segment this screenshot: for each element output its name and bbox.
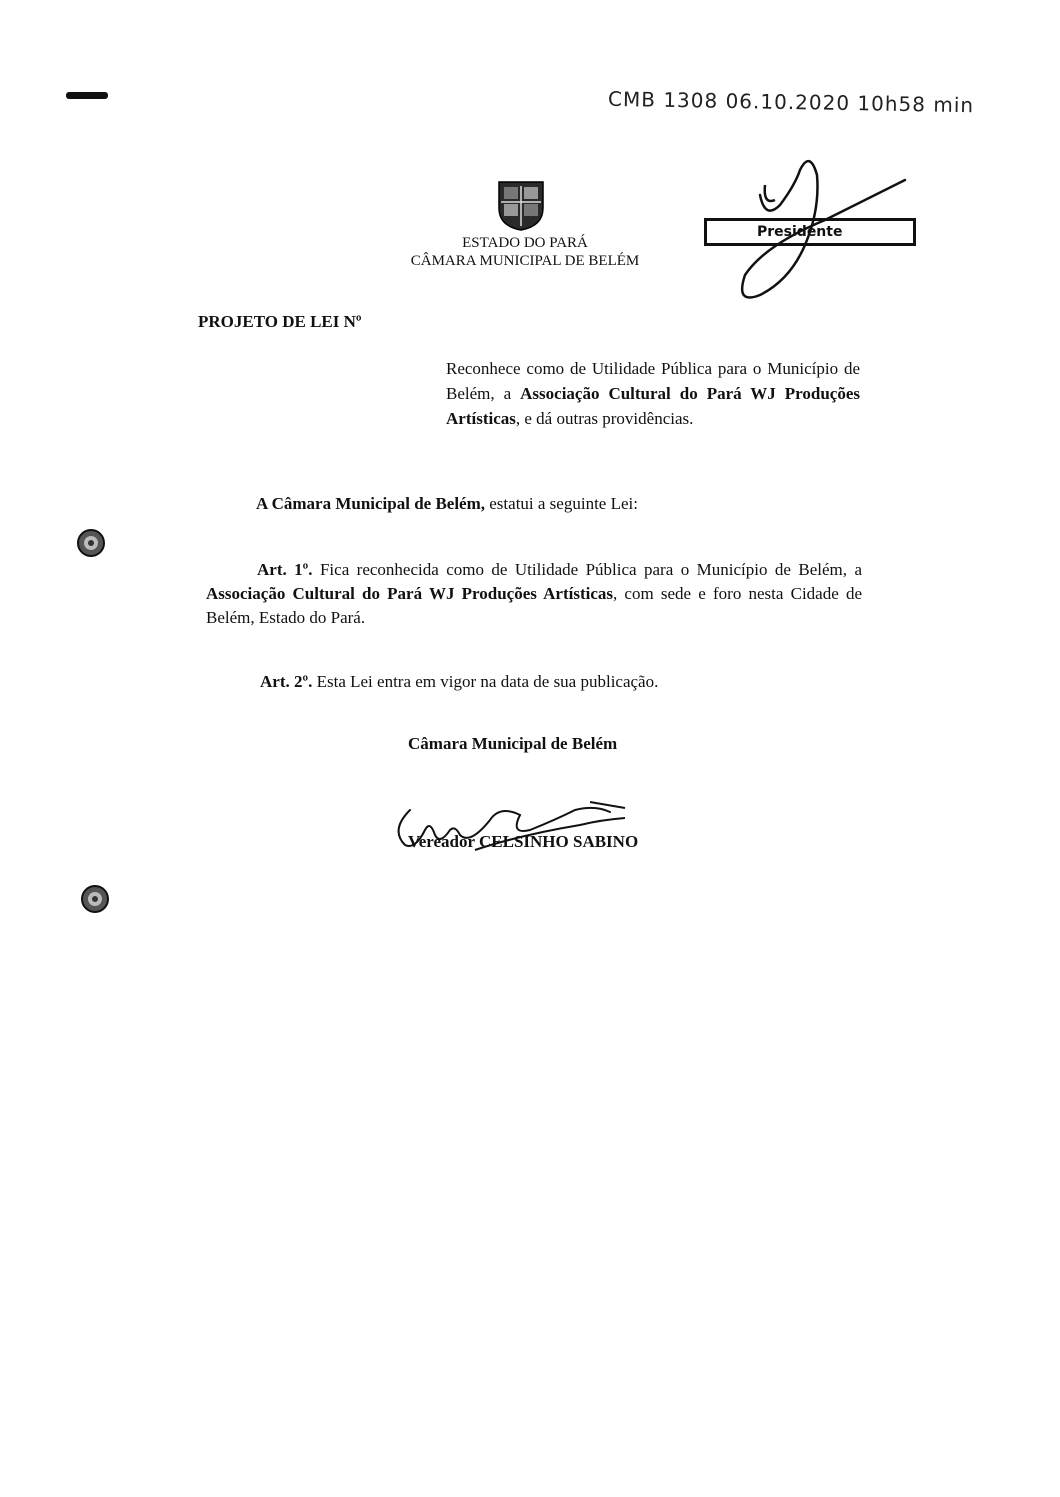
summary-text-2: , e dá outras providências.: [515, 409, 694, 428]
document-header: [400, 234, 650, 270]
enacting-clause-chamber: A Câmara Municipal de Belém,: [256, 494, 486, 513]
chamber-name: CÂMARA MUNICIPAL DE BELÉM: [410, 253, 640, 269]
coat-of-arms-icon: [495, 178, 547, 232]
seal-icon: [76, 528, 106, 558]
corner-mark: [66, 92, 108, 99]
president-signature-icon: [705, 150, 920, 310]
enacting-clause-text: estatui a seguinte Lei:: [485, 494, 638, 513]
signer-name: Vereador CELSINHO SABINO: [408, 832, 639, 851]
state-name: ESTADO DO PARÁ: [462, 235, 588, 251]
summary-text-1: Reconhece como de Utilidade Pública para o Município de Belém, a: [446, 359, 860, 403]
president-stamp-label: Presidente: [757, 224, 843, 240]
article-2-label: Art. 2º.: [260, 672, 313, 691]
bill-title: PROJETO DE LEI Nº: [198, 312, 362, 331]
protocol-stamp: CMB 1308 06.10.2020 10h58 min: [607, 86, 975, 118]
bill-summary: [446, 356, 860, 431]
article-2-text: Esta Lei entra em vigor na data de sua publicação.: [312, 672, 659, 691]
councilor-signature-icon: [380, 790, 640, 870]
article-1: [206, 558, 862, 630]
article-2: [260, 672, 658, 692]
enacting-clause: [256, 494, 638, 514]
article-1-text-2: , com sede e foro nesta Cidade de Belém, Estado do Pará.: [206, 584, 862, 627]
article-1-text-1: Fica reconhecida como de Utilidade Pública para o Município de Belém, a: [312, 560, 862, 579]
summary-entity-name: Associação Cultural do Pará WJ Produções Artísticas: [446, 384, 861, 428]
article-1-entity-name: Associação Cultural do Pará WJ Produções Artísticas: [206, 584, 613, 603]
seal-icon: [80, 884, 110, 914]
closing-chamber-name: Câmara Municipal de Belém: [408, 734, 618, 753]
article-1-label: Art. 1º.: [257, 560, 313, 579]
